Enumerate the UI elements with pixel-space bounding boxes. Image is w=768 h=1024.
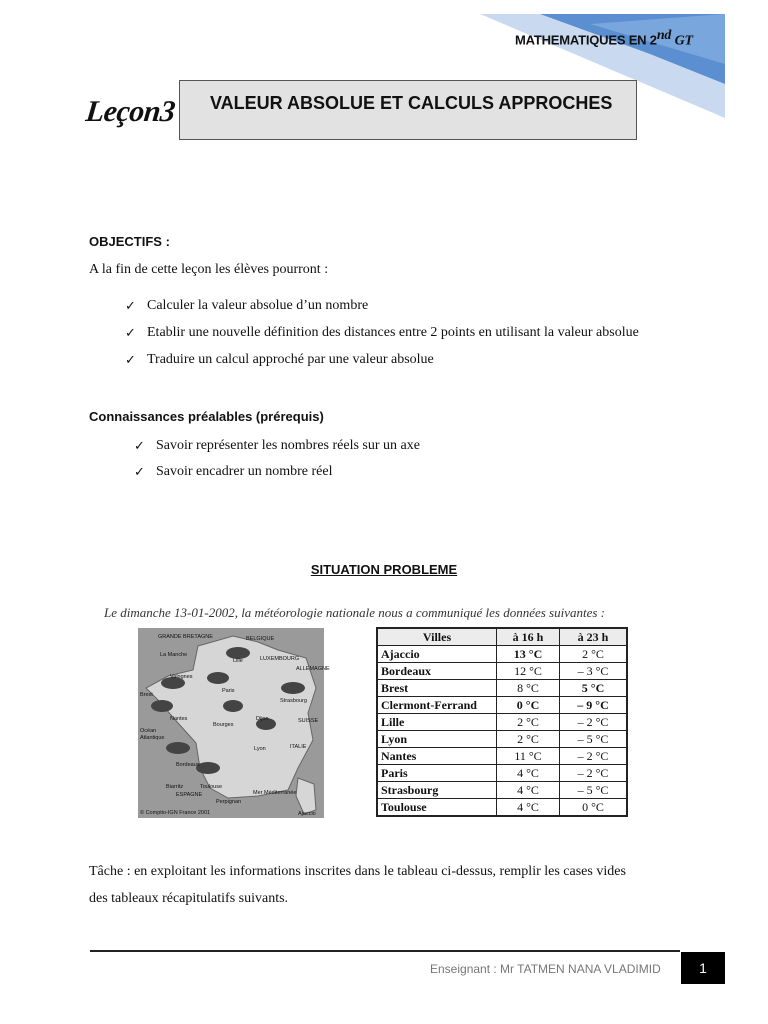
cloud-icon <box>281 682 305 694</box>
temp-16h-cell: 0 °C <box>497 697 560 714</box>
column-header: Villes <box>377 628 497 646</box>
city-cell: Brest <box>377 680 497 697</box>
city-cell: Bordeaux <box>377 663 497 680</box>
situation-heading: SITUATION PROBLEME <box>310 562 458 577</box>
map-label: Ajaccio <box>298 811 316 817</box>
cloud-icon <box>196 762 220 774</box>
temp-16h-cell: 4 °C <box>497 765 560 782</box>
map-label: ITALIE <box>290 744 307 750</box>
temp-16h-cell: 4 °C <box>497 782 560 799</box>
lesson-label: Leçon3 <box>84 95 177 128</box>
map-label: Perpignan <box>216 799 242 805</box>
temp-23h-cell: – 3 °C <box>560 663 628 680</box>
weather-map <box>138 628 330 818</box>
objective-item <box>125 352 434 368</box>
temp-16h-cell: 2 °C <box>497 731 560 748</box>
city-cell: Lyon <box>377 731 497 748</box>
objective-item <box>125 298 368 314</box>
map-label: Bourges <box>213 722 234 728</box>
table-row <box>377 714 627 731</box>
prerequisite-text: Savoir encadrer un nombre réel <box>156 464 333 479</box>
temp-23h-cell: 0 °C <box>560 799 628 817</box>
table-row <box>377 765 627 782</box>
map-label: Strasbourg <box>280 698 307 704</box>
temp-16h-cell: 2 °C <box>497 714 560 731</box>
table-row <box>377 646 627 663</box>
temp-23h-cell: 5 °C <box>560 680 628 697</box>
temp-16h-cell: 4 °C <box>497 799 560 817</box>
temp-23h-cell: – 5 °C <box>560 731 628 748</box>
temp-16h-cell: 12 °C <box>497 663 560 680</box>
map-label: Valognes <box>170 674 193 680</box>
check-icon: ✓ <box>134 464 145 480</box>
check-icon: ✓ <box>134 438 145 454</box>
footer-divider <box>90 950 680 952</box>
objective-text: Traduire un calcul approché par une valeur absolue <box>147 352 434 367</box>
table-row <box>377 680 627 697</box>
objectives-heading: OBJECTIFS : <box>89 234 170 249</box>
temp-16h-cell: 11 °C <box>497 748 560 765</box>
map-label: Atlantique <box>140 735 165 741</box>
map-label: Toulouse <box>200 784 223 790</box>
objective-item <box>125 325 639 341</box>
table-row <box>377 663 627 680</box>
map-label: ESPAGNE <box>176 792 203 798</box>
map-label: BELGIQUE <box>246 636 275 642</box>
prerequisites-heading: Connaissances préalables (prérequis) <box>89 409 324 424</box>
header-sup: nd <box>656 28 672 43</box>
city-cell: Strasbourg <box>377 782 497 799</box>
lesson-title: VALEUR ABSOLUE ET CALCULS APPROCHES <box>210 93 613 113</box>
weather-table <box>376 627 628 817</box>
map-label: Lyon <box>254 746 266 752</box>
temp-16h-cell: 13 °C <box>497 646 560 663</box>
city-cell: Nantes <box>377 748 497 765</box>
map-copyright: © Comptio-IGN France 2001 <box>140 810 211 816</box>
temp-23h-cell: – 2 °C <box>560 714 628 731</box>
map-label: Bordeaux <box>176 762 200 768</box>
table-header-row <box>377 628 627 646</box>
map-label: La Manche <box>160 652 188 658</box>
title-box <box>179 80 637 140</box>
city-cell: Paris <box>377 765 497 782</box>
task-line-2: des tableaux récapitulatifs suivants. <box>89 891 289 906</box>
temp-16h-cell: 8 °C <box>497 680 560 697</box>
map-label: Brest <box>140 692 153 698</box>
temp-23h-cell: – 9 °C <box>560 697 628 714</box>
cloud-icon <box>151 700 173 712</box>
cloud-icon <box>166 742 190 754</box>
table-row <box>377 748 627 765</box>
temp-23h-cell: – 5 °C <box>560 782 628 799</box>
column-header: à 16 h <box>497 628 560 646</box>
map-label: Lille <box>233 658 243 664</box>
map-label: Dijon <box>256 716 269 722</box>
map-label: Mer Méditerranée <box>253 790 297 796</box>
check-icon: ✓ <box>125 325 136 341</box>
cloud-icon <box>207 672 229 684</box>
objective-text: Calculer la valeur absolue d’un nombre <box>147 298 369 313</box>
check-icon: ✓ <box>125 298 136 314</box>
map-label: Paris <box>222 688 235 694</box>
map-label: Biarritz <box>166 784 184 790</box>
header-subject <box>515 28 693 49</box>
objective-text: Etablir une nouvelle définition des distances entre 2 points en utilisant la valeur absolue <box>147 325 639 340</box>
map-label: GRANDE BRETAGNE <box>158 634 213 640</box>
task-line-1: Tâche : en exploitant les informations inscrites dans le tableau ci-dessus, remplir les cases vides <box>89 864 626 879</box>
temp-23h-cell: – 2 °C <box>560 765 628 782</box>
temp-23h-cell: – 2 °C <box>560 748 628 765</box>
map-label: ALLEMAGNE <box>296 666 330 672</box>
map-label: LUXEMBOURG <box>260 656 300 662</box>
table-row <box>377 799 627 817</box>
city-cell: Clermont-Ferrand <box>377 697 497 714</box>
weather-table-body <box>377 646 627 817</box>
table-row <box>377 782 627 799</box>
table-row <box>377 697 627 714</box>
city-cell: Lille <box>377 714 497 731</box>
prerequisite-text: Savoir représenter les nombres réels sur un axe <box>156 438 420 453</box>
table-row <box>377 731 627 748</box>
temp-23h-cell: 2 °C <box>560 646 628 663</box>
objectives-intro: A la fin de cette leçon les élèves pourront : <box>89 262 329 277</box>
check-icon: ✓ <box>125 352 136 368</box>
column-header: à 23 h <box>560 628 628 646</box>
city-cell: Ajaccio <box>377 646 497 663</box>
map-label: Nantes <box>170 716 188 722</box>
map-label: Océan <box>140 728 157 734</box>
cloud-icon <box>223 700 243 712</box>
page-number: 1 <box>681 952 725 984</box>
header-subject-text: MATHEMATIQUES EN 2 <box>515 32 657 48</box>
footer-teacher: Enseignant : Mr TATMEN NANA VLADIMID <box>430 962 661 976</box>
situation-intro: Le dimanche 13-01-2002, la météorologie nationale nous a communiqué les données suivantes : <box>104 605 606 620</box>
prerequisite-item <box>134 464 332 480</box>
header-level: GT <box>674 33 693 49</box>
prerequisite-item <box>134 438 420 454</box>
city-cell: Toulouse <box>377 799 497 817</box>
map-label: SUISSE <box>298 718 319 724</box>
